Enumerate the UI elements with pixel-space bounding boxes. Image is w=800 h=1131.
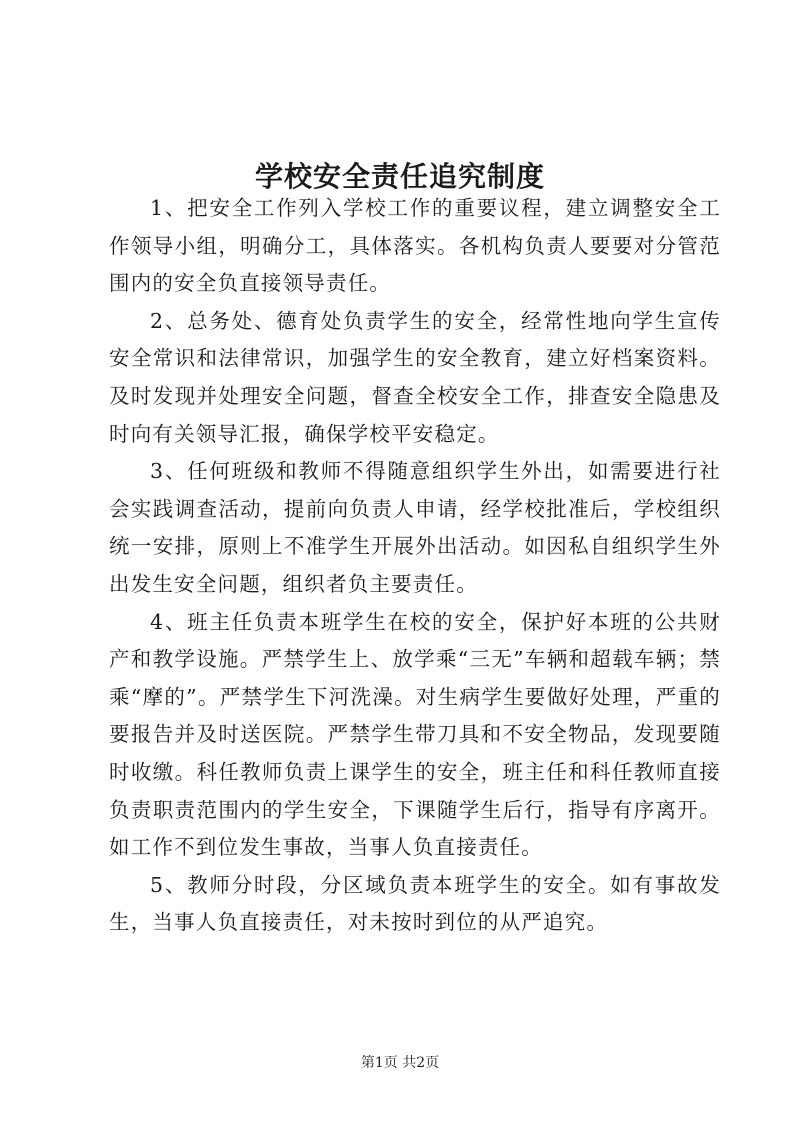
- paragraph-4: 4、班主任负责本班学生在校的安全，保护好本班的公共财产和教学设施。严禁学生上、放学乘“三无”车辆和超载车辆；禁乘“摩的”。严禁学生下河洗澡。对生病学生要做好处理，严重的要报告并及时送医院。严禁学生带刀具和不安全物品，发现要随时收缴。科任教师负责上课学生的安全，班主任和科任教师直接负责职责范围内的学生安全，下课随学生后行，指导有序离开。如工作不到位发生事故，当事人负直接责任。: [109, 609, 721, 860]
- paragraph-1: 1、把安全工作列入学校工作的重要议程，建立调整安全工作领导小组，明确分工，具体落实。各机构负责人要要对分管范围内的安全负直接领导责任。: [109, 196, 721, 296]
- paragraph-3: 3、任何班级和教师不得随意组织学生外出，如需要进行社会实践调查活动，提前向负责人申请，经学校批准后，学校组织统一安排，原则上不准学生开展外出活动。如因私自组织学生外出发生安全问题，组织者负主要责任。: [109, 459, 721, 596]
- document-title: 学校安全责任追究制度: [254, 159, 545, 193]
- document-body: [109, 190, 721, 942]
- paragraph-5: 5、教师分时段，分区域负责本班学生的安全。如有事故发生，当事人负直接责任，对未按时到位的从严追究。: [109, 872, 721, 935]
- paragraph-2: 2、总务处、德育处负责学生的安全，经常性地向学生宣传安全常识和法律常识，加强学生的安全教育，建立好档案资料。及时发现并处理安全问题，督查全校安全工作，排查安全隐患及时向有关领导汇报，确保学校平安稳定。: [109, 308, 721, 446]
- page-number-footer: 第1页 共2页: [360, 1055, 440, 1071]
